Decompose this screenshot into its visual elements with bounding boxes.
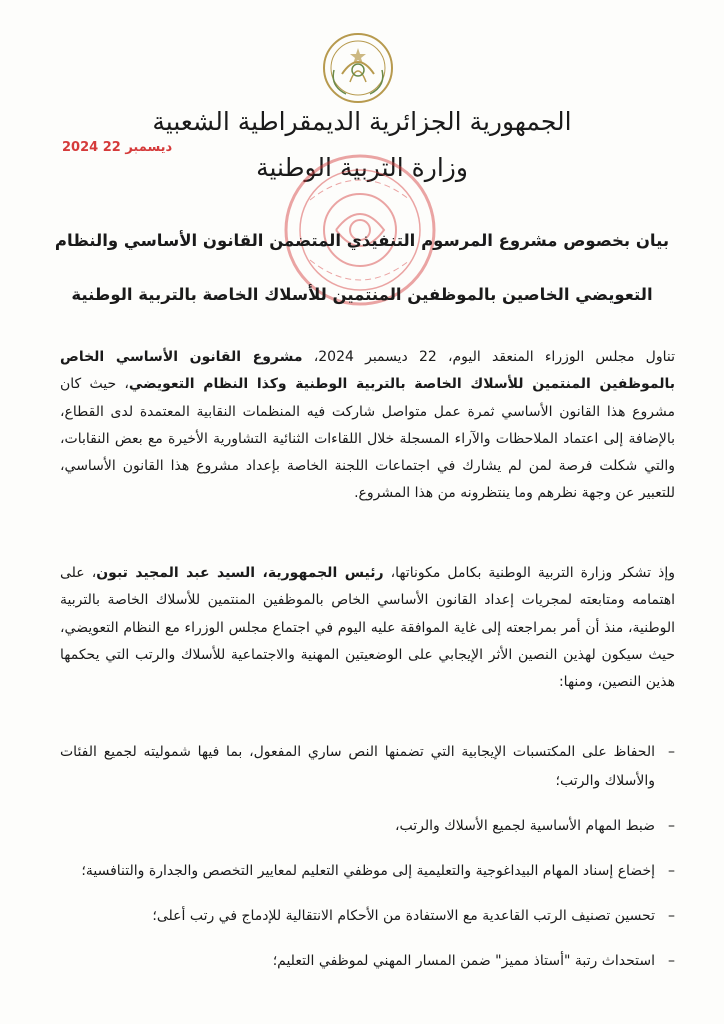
statement-title-line-1: بيان بخصوص مشروع المرسوم التنفيذي المتضمن القانون الأساسي والنظام	[54, 231, 670, 250]
paragraph-1-intro: تناول مجلس الوزراء المنعقد اليوم، 22 ديسمبر 2024،	[302, 349, 675, 365]
measures-list	[60, 738, 675, 992]
ministry-name: وزارة التربية الوطنية	[256, 153, 468, 182]
paragraph-2-intro: وإذ تشكر وزارة التربية الوطنية بكامل مكوناتها،	[383, 565, 675, 581]
paragraph-1	[60, 344, 675, 508]
list-item: – الحفاظ على المكتسبات الإيجابية التي تضمنها النص ساري المفعول، بما فيها شموليته لجميع الفئات والأسلاك والرتب؛	[60, 738, 675, 796]
paragraph-1-rest: ، حيث كان مشروع هذا القانون الأساسي ثمرة عمل متواصل شاركت فيه المنظمات النقابية المعتمدة لدى القطاع، بالإضافة إلى اعتماد الملاحظات والآراء المسجلة خلال اللقاءات الثنائية التشاورية الأخيرة مع بعض النقابات، والتي شكلت فرصة لمن لم يشارك في اجتماعات اللجنة الخاصة بإعداد مشروع هذا القانون الأساسي، للتعبير عن وجهة نظرهم وما ينتظرونه من هذا المشروع.	[60, 376, 675, 502]
paragraph-1-bold: مشروع القانون الأساسي الخاص بالموظفين المنتمين للأسلاك الخاصة بالتربية الوطنية وكذا النظام التعويضي	[60, 349, 675, 393]
list-item: – استحداث رتبة "أستاذ مميز" ضمن المسار المهني لموظفي التعليم؛	[60, 947, 675, 976]
republic-name: الجمهورية الجزائرية الديمقراطية الشعبية	[152, 107, 572, 136]
list-item: – تحسين تصنيف الرتب القاعدية مع الاستفادة من الأحكام الانتقالية للإدماج في رتب أعلى؛	[60, 902, 675, 931]
list-item: – إخضاع إسناد المهام البيداغوجية والتعليمية إلى موظفي التعليم لمعايير التخصص والجدارة والتنافسية؛	[60, 857, 675, 886]
list-item: – ضبط المهام الأساسية لجميع الأسلاك والرتب،	[60, 812, 675, 841]
paragraph-2-bold: رئيس الجمهورية، السيد عبد المجيد تبون	[96, 565, 384, 581]
paragraph-2-rest: ، على اهتمامه ومتابعته لمجريات إعداد القانون الأساسي الخاص بالموظفين المنتمين للأسلاك الخاصة بالتربية الوطنية، منذ أن أمر بمراجعته إلى غاية الموافقة عليه اليوم في اجتماع مجلس الوزراء مع النظام التعويضي، حيث سيكون لهذين النصين الأثر الإيجابي على الوضعيتين المهنية والاجتماعية للأسلاك والرتب التي يحكمها هذين النصين، ومنها:	[60, 565, 675, 691]
paragraph-2	[60, 560, 675, 696]
statement-title-line-2: التعويضي الخاصين بالموظفين المنتمين للأسلاك الخاصة بالتربية الوطنية	[71, 285, 653, 304]
date-stamp: 2024 ديسمبر 22	[62, 140, 173, 155]
national-emblem-icon	[320, 30, 396, 106]
